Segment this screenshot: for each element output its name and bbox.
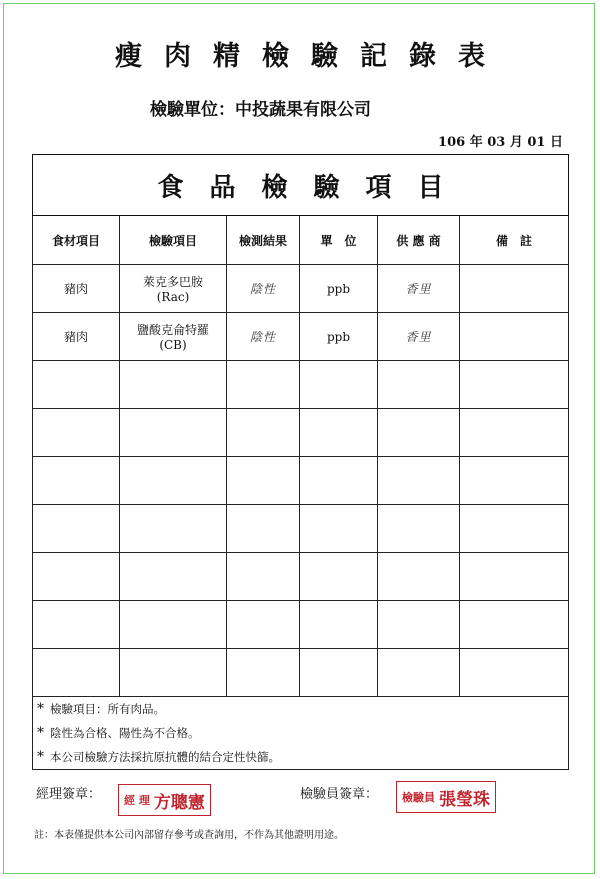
cell-unit: ppb <box>300 313 378 361</box>
manager-stamp-name: 方聰憲 <box>153 792 205 813</box>
note-text: 檢驗項目：所有肉品。 <box>50 702 165 716</box>
note-marker: * <box>37 749 44 765</box>
item-name: 鹽酸克侖特羅 <box>136 323 209 337</box>
cell-item <box>120 313 227 361</box>
cell-item <box>120 265 227 313</box>
inspection-unit: 檢驗單位：中投蔬果有限公司 <box>150 100 371 120</box>
empty-row <box>33 505 569 553</box>
note-row <box>33 745 569 770</box>
note-row <box>33 697 569 722</box>
note-row <box>33 721 569 745</box>
item-code: (CB) <box>159 338 187 352</box>
inspection-date: 106 年 03 月 01 日 <box>438 135 563 150</box>
cell-result-signature: 陰性 <box>227 265 300 313</box>
note-marker: * <box>37 701 44 717</box>
header-unit: 單 位 <box>300 216 378 265</box>
header-food: 食材項目 <box>33 216 120 265</box>
manager-stamp <box>118 784 211 816</box>
empty-row <box>33 409 569 457</box>
cell-unit: ppb <box>300 265 378 313</box>
document-title: 瘦肉精檢驗記錄表 <box>115 41 507 72</box>
cell-supplier-signature: 香里 <box>378 265 460 313</box>
cell-food: 豬肉 <box>33 313 120 361</box>
cell-remark <box>460 313 569 361</box>
table-header <box>33 216 569 265</box>
inspector-stamp <box>396 781 496 813</box>
note-marker: * <box>37 725 44 741</box>
item-name: 萊克多巴胺 <box>142 275 203 289</box>
cell-remark <box>460 265 569 313</box>
cell-food: 豬肉 <box>33 265 120 313</box>
inspection-table <box>32 154 569 770</box>
header-result: 檢測結果 <box>227 216 300 265</box>
section-title: 食品檢驗項目 <box>33 155 569 216</box>
empty-row <box>33 457 569 505</box>
empty-row <box>33 601 569 649</box>
table-row <box>33 265 569 313</box>
note-text: 陰性為合格、陽性為不合格。 <box>50 726 200 740</box>
table-row <box>33 313 569 361</box>
header-supplier: 供 應 商 <box>378 216 460 265</box>
cell-result-signature: 陰性 <box>227 313 300 361</box>
empty-row <box>33 649 569 697</box>
footnote: 註：本表僅提供本公司內部留存參考或查詢用，不作為其他證明用途。 <box>34 830 344 841</box>
manager-signature-label: 經理簽章： <box>36 787 102 802</box>
item-code: (Rac) <box>156 290 190 304</box>
cell-supplier-signature: 香里 <box>378 313 460 361</box>
note-text: 本公司檢驗方法採抗原抗體的結合定性快篩。 <box>50 750 280 764</box>
header-item: 檢驗項目 <box>120 216 227 265</box>
header-remark: 備 註 <box>460 216 569 265</box>
manager-stamp-title: 經 理 <box>124 794 150 807</box>
inspector-stamp-title: 檢驗員 <box>402 791 435 804</box>
inspector-signature-label: 檢驗員簽章： <box>300 787 379 802</box>
empty-row <box>33 553 569 601</box>
empty-row <box>33 361 569 409</box>
inspector-stamp-name: 張瑩珠 <box>439 789 490 810</box>
